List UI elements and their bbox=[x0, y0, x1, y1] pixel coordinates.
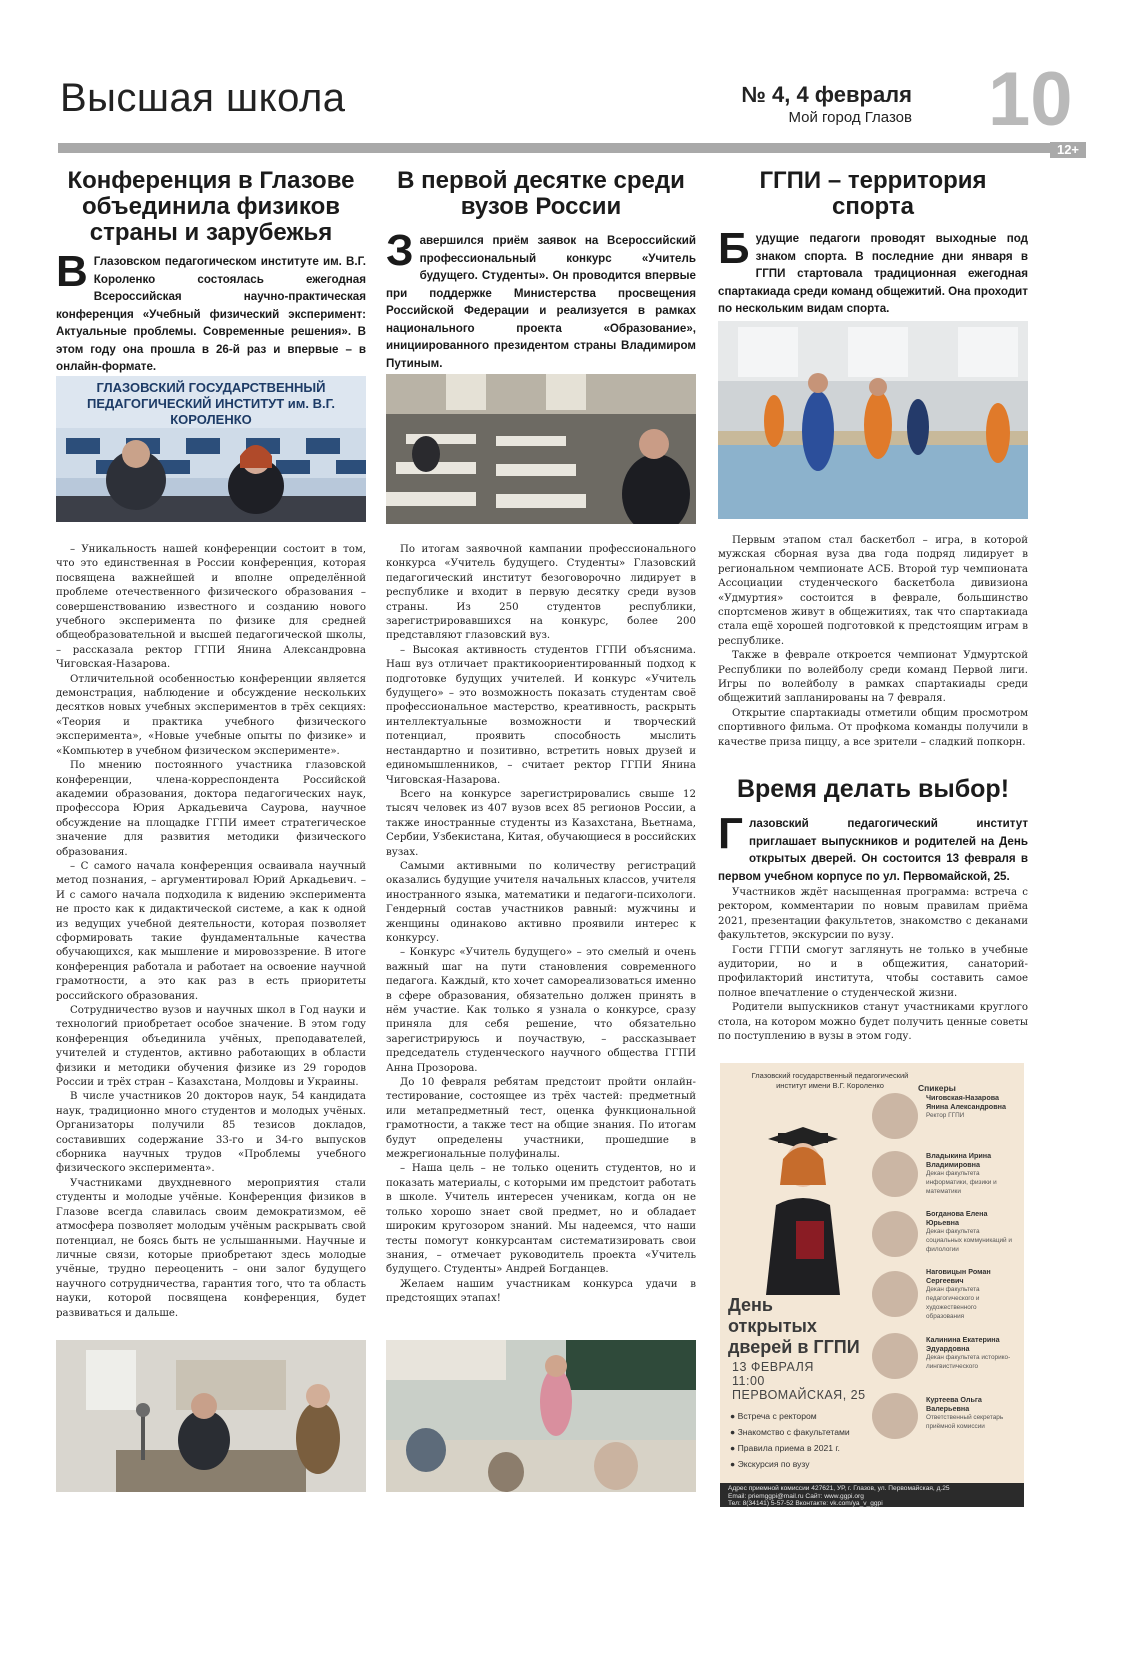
list-item: ● Знакомство с факультетами bbox=[730, 1427, 850, 1437]
list-item: ● Экскурсия по вузу bbox=[730, 1459, 810, 1469]
paragraph: Первым этапом стал баскетбол – игра, в которой мужская сборная вуза два года подряд лидирует в региональном чемпионате АСБ. Второй тур чемпионата Ассоциации студенческого баскетбола дивизиона «Удмуртия» состоится в феврале, большинство спортсменов живут в общежитиях, так что спартакиада стала ещё хорошей подготовкой к предстоящим играм в республике. bbox=[718, 535, 1028, 647]
speaker-name: Наговицын Роман Сергеевич Декан факультета педагогического и художественного образования bbox=[926, 1267, 991, 1320]
speaker-photo bbox=[872, 1333, 918, 1379]
article-body-choice bbox=[718, 886, 1028, 1044]
paragraph: Участниками двухдневного мероприятия стали студенты и молодые учёные. Конференция физиков в Глазове всегда славилась своим демократизмом, её атмосфера позволяет молодым учёным раскрывать свой потенциал, не боясь быть не услышанными. Научные и личные связи, которые приобретают здесь молодые учёные, трудно переоценить – они залог будущего научного сотрудничества, гарантия того, что та область науки, которой посвящена конференция, будет развиваться и дальше. bbox=[56, 1177, 366, 1319]
open-day-ad bbox=[720, 1063, 1024, 1507]
header-rule bbox=[58, 143, 1084, 153]
age-rating-badge: 12+ bbox=[1050, 142, 1086, 158]
ad-institute-name: Глазовский государственный педагогический институт имени В.Г. Короленко bbox=[751, 1071, 909, 1090]
ad-title: День открытых дверей в ГГПИ bbox=[728, 1295, 860, 1357]
article-lead-ranking: Завершился приём заявок на Всероссийский профессиональный конкурс «Учитель будущего. Студенты». Он проводится впервые при поддержке Министерства просвещения Российской Федерации и реализуется в рамках национального проекта «Образование», инициированного президентом страны Владимиром Путиным. bbox=[386, 226, 696, 370]
article-body-conference bbox=[56, 543, 366, 1321]
dropcap: Г bbox=[718, 809, 743, 858]
speaker-name: Куртеева Ольга Валерьевна Ответственный секретарь приёмной комиссии bbox=[926, 1395, 1004, 1430]
article-body-sport bbox=[718, 534, 1028, 750]
dropcap: В bbox=[56, 247, 88, 296]
paragraph: Открытие спартакиады отметили общим просмотром спортивного фильма. От профкома команды получили в качестве приза пиццу, а все зрители – сладкий попкорн. bbox=[718, 707, 1028, 748]
article-lead-conference: В Глазовском педагогическом институте им. В.Г. Короленко состоялась ежегодная Всероссийская научно-практическая конференция «Учебный физический эксперимент: Актуальные проблемы. Современные решения». В этом году она прошла в 26-й раз и впервые – в онлайн-формате. bbox=[56, 247, 366, 373]
dropcap: Б bbox=[718, 224, 750, 273]
paragraph: В числе участников 20 докторов наук, 54 кандидата наук, традиционно много студентов и молодых учёных. Организаторы получили 85 тезисов докладов, составивших содержание 33-го и 34-го выпусков сборника научных трудов «Проблемы учебного физического эксперимента». bbox=[56, 1091, 366, 1175]
photo-banner-line1: ГЛАЗОВСКИЙ ГОСУДАРСТВЕННЫЙ bbox=[96, 380, 326, 395]
paragraph: – С самого начала конференция осваивала научный метод познания, – аргументировал Юрий Аркадьевич. – И с самого начала подходила к видению эксперимента не просто как к дидактической системе, а как к одной из ведущих учебной деятельности, которая позволяет сформировать такие фундаментальные качества обучающихся, как мышление и мировоззрение. В итоге конференция работала и работает на освоение научной грамотности, а это как раз в есть приоритеты российского образования. bbox=[56, 860, 366, 1002]
article-headline-ranking: В первой десятке среди вузов России bbox=[397, 167, 685, 220]
paragraph: Отличительной особенностью конференции является демонстрация, наблюдение и обсуждение нескольких десятков новых учебных экспериментов в трёх секциях: «Теория и практика учебного физического эксперимента», «Новые учебные опыты по физике» и «Компьютер в учебном физическом эксперименте». bbox=[56, 673, 366, 757]
ad-date: 13 ФЕВРАЛЯ 11:00 ПЕРВОМАЙСКАЯ, 25 bbox=[732, 1360, 866, 1402]
paragraph: Сотрудничество вузов и научных школ в Год науки и технологий приобретает особое значение. В этом году конференция объединила учёных, преподавателей, учителей и студентов, активно работающих в области физики и методики обучения физике из 29 городов России и трёх стран – Казахстана, Молдовы и Украины. bbox=[56, 1005, 366, 1089]
basketball-photo bbox=[718, 321, 1028, 519]
paragraph: Также в феврале откроется чемпионат Удмуртской Республики по волейболу среди команд Первой лиги. Игры по волейболу в рамках спартакиады среди общежитий запланированы на 7 февраля. bbox=[718, 650, 1028, 705]
school-class-photo bbox=[386, 1340, 696, 1492]
paragraph: По итогам заявочной кампании профессионального конкурса «Учитель будущего. Студенты» Глазовский педагогический институт безоговорочно лидирует в республике и входит в первую десятку среди вузов страны. Из 250 студентов республики, зарегистрировавшихся на конкурс, более 200 представляют глазовский вуз. bbox=[386, 544, 696, 642]
article-lead-choice: Глазовский педагогический институт приглашает выпускников и родителей на День открытых дверей. Он состоится 13 февраля в первом учебном корпусе по ул. Первомайской, 25. bbox=[718, 809, 1028, 883]
ad-program-list bbox=[730, 1408, 850, 1472]
paragraph: Гости ГГПИ смогут заглянуть не только в учебные аудитории, но и в общежития, санаторий-профилакторий института, чтобы составить самое полное впечатление о студенческой жизни. bbox=[718, 944, 1028, 999]
paragraph: – Высокая активность студентов ГГПИ объяснима. Наш вуз отличает практикоориентированный подход к подготовке будущих учителей. И конкурс «Учитель будущего» – это возможность показать студентам своё профессиональное мастерство, креативность, раскрыть интеллектуальные возможности и творческий потенциал, проявить способность мыслить нестандартно и позитивно, встретить новых друзей и единомышленников, – считает ректор ГГПИ Янина Чиговская-Назарова. bbox=[386, 644, 696, 786]
article-headline-choice: Время делать выбор! bbox=[736, 775, 1010, 803]
list-item: ● Правила приема в 2021 г. bbox=[730, 1443, 840, 1453]
article-body-ranking bbox=[386, 543, 696, 1307]
lab-experiment-photo bbox=[56, 1340, 366, 1492]
newspaper-name: Мой город Глазов bbox=[788, 109, 912, 126]
speaker-photo bbox=[872, 1211, 918, 1257]
article-headline-conference: Конференция в Глазове объединила физиков страны и зарубежья bbox=[67, 167, 355, 246]
paragraph: Участников ждёт насыщенная программа: встреча с ректором, комментарии по новым правилам приёма 2021, презентации факультетов, знакомство с деканами факультетов, экскурсии по вузу. bbox=[718, 887, 1028, 942]
paragraph: По мнению постоянного участника глазовской конференции, члена-корреспондента Российской академии образования, доктора педагогических наук, профессора Юрия Аркадьевича Саурова, научное обсуждение на площадке ГГПИ имеет стратегическое значение для развития методики физического образования. bbox=[56, 760, 366, 858]
article-headline-sport: ГГПИ – территория спорта bbox=[759, 167, 987, 220]
speaker-photo bbox=[872, 1093, 918, 1139]
paragraph: – Уникальность нашей конференции состоит в том, что это единственная в России конференция, которая посвящена важнейшей и вполне определённой проблеме отечественного физического образования – совершенствованию известного и созданию нового учебного эксперимента по физике для средней общеобразовательной и высшей педагогической школы, – рассказала ректор ГГПИ Янина Александровна Чиговская-Назарова. bbox=[56, 544, 366, 671]
graduate-illustration bbox=[748, 1125, 858, 1295]
issue-number: № 4, 4 февраля bbox=[741, 82, 912, 107]
page-number: 10 bbox=[988, 57, 1073, 142]
paragraph: – Наша цель – не только оценить студентов, но и показать материалы, с которыми им предстоит работать в школе. Учитель интересен ученикам, когда он не только хорошо знает свой предмет, но и обладает широким кругозором знаний. Мы надеемся, что наши тесты помогут конкурсантам систематизировать свои знания, – отмечает руководитель проекта «Учитель будущего. Студенты» Андрей Богданцев. bbox=[386, 1163, 696, 1276]
speaker-name: Богданова Елена Юрьевна Декан факультета социальных коммуникаций и филологии bbox=[926, 1209, 1012, 1253]
speaker-photo bbox=[872, 1271, 918, 1317]
speaker-name: Калинина Екатерина Эдуардовна Декан факультета историко-лингвистического bbox=[926, 1335, 1011, 1370]
ad-contacts: Адрес приемной комиссии 427621, УР, г. Глазов, ул. Первомайская, д.25 Email: priemggpi@mail.ru Сайт: www.ggpi.org Тел: 8(34141) 5-57-52 Вконтакте: vk.com/ya_v_ggpi bbox=[720, 1483, 1024, 1507]
list-item: ● Встреча с ректором bbox=[730, 1411, 817, 1421]
paragraph: – Конкурс «Учитель будущего» – это смелый и очень важный шаг на пути становления современного педагога. Каждый, кто хочет самореализоваться именно в сфере образования, обязательно должен принять в нём участие. Как только я узнала о конкурсе, сразу приняла для себя решение, что обязательно зарегистрируюсь и поучаствую, – рассказывает председатель студенческого научного общества ГГПИ Анна Прозорова. bbox=[386, 947, 696, 1074]
paragraph: Всего на конкурсе зарегистрировались свыше 12 тысяч человек из 407 вузов всех 85 регионов России, а также иностранные студенты из Казахстана, Вьетнама, Сербии, Узбекистана, Китая, обучающиеся в российских вузах. bbox=[386, 788, 696, 858]
paragraph: Самыми активными по количеству регистраций оказались будущие учителя начальных классов, учителя иностранного языка, математики и педагоги-психологи. Гендерный состав участников равный: мужчины и женщины одинаково активно проявили интерес к конкурсу. bbox=[386, 860, 696, 944]
issue-info bbox=[741, 82, 912, 126]
conference-photo bbox=[56, 376, 366, 522]
article-lead-sport: Будущие педагоги проводят выходные под знаком спорта. В последние дни января в ГГПИ стартовала традиционная ежегодная спартакиада среди команд общежитий. Она проходит по нескольким видам спорта. bbox=[718, 224, 1028, 315]
speaker-name: Чиговская-Назарова Янина Александровна Ректор ГГПИ bbox=[926, 1093, 1006, 1119]
classroom-photo bbox=[386, 374, 696, 524]
speaker-photo bbox=[872, 1151, 918, 1197]
paragraph: До 10 февраля ребятам предстоит пройти онлайн-тестирование, состоящее из трёх частей: предметный или метапредметный тест, оценка функциональной грамотности, а также тест на общие знания. По итогам будут определены участники, прошедшие в межрегиональные полуфиналы. bbox=[386, 1077, 696, 1161]
photo-banner-line2: ПЕДАГОГИЧЕСКИЙ ИНСТИТУТ им. В.Г. КОРОЛЕНКО bbox=[87, 396, 335, 427]
dropcap: З bbox=[386, 226, 414, 275]
ad-speakers-title: Спикеры bbox=[918, 1083, 956, 1093]
section-title: Высшая школа bbox=[60, 76, 346, 120]
paragraph: Желаем нашим участникам конкурса удачи в предстоящих этапах! bbox=[386, 1278, 696, 1305]
speaker-photo bbox=[872, 1393, 918, 1439]
paragraph: Родители выпускников станут участниками круглого стола, на котором можно будет получить ценные советы по поступлению в вузы в этом году. bbox=[718, 1002, 1028, 1043]
speaker-name: Владыкина Ирина Владимировна Декан факультета информатики, физики и математики bbox=[926, 1151, 997, 1195]
